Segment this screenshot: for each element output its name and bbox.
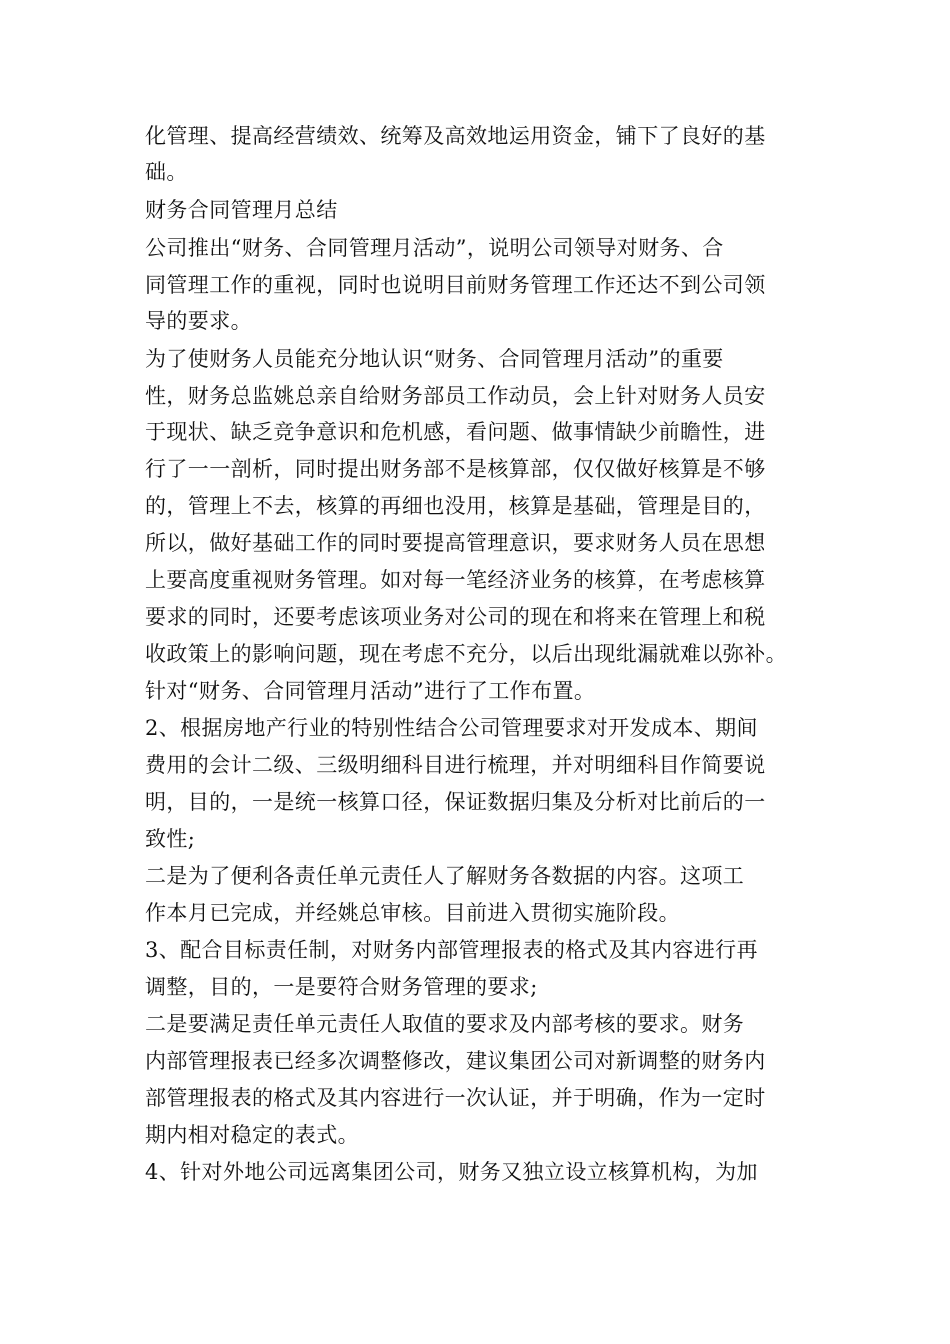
- text-line-17: 2、根据房地产行业的特别性结合公司管理要求对开发成本、期间: [145, 716, 758, 740]
- text-line-11: 的，管理上不去，核算的再细也没用，核算是基础，管理是目的，: [145, 494, 766, 518]
- text-line-2: 础。: [145, 160, 188, 184]
- text-line-8: 性，财务总监姚总亲自给财务部员工作动员，会上针对财务人员安: [145, 384, 766, 408]
- text-line-25: 二是要满足责任单元责任人取值的要求及内部考核的要求。财务: [145, 1012, 745, 1036]
- section-title: 财务合同管理月总结: [145, 198, 338, 222]
- text-line-20: 致性;: [145, 827, 196, 851]
- text-line-18: 费用的会计二级、三级明细科目进行梳理，并对明细科目作简要说: [145, 753, 766, 777]
- text-line-26: 内部管理报表已经多次调整修改，建议集团公司对新调整的财务内: [145, 1049, 766, 1073]
- text-line-7: 为了使财务人员能充分地认识“财务、合同管理月活动”的重要: [145, 347, 724, 371]
- text-line-21: 二是为了便利各责任单元责任人了解财务各数据的内容。这项工: [145, 864, 745, 888]
- text-line-24: 调整，目的，一是要符合财务管理的要求;: [145, 975, 538, 999]
- text-line-22: 作本月已完成，并经姚总审核。目前进入贯彻实施阶段。: [145, 901, 680, 925]
- text-line-6: 导的要求。: [145, 309, 252, 333]
- text-line-27: 部管理报表的格式及其内容进行一次认证，并于明确，作为一定时: [145, 1086, 766, 1110]
- text-line-9: 于现状、缺乏竞争意识和危机感，看问题、做事情缺少前瞻性，进: [145, 420, 766, 444]
- text-line-29: 4、针对外地公司远离集团公司，财务又独立设立核算机构，为加: [145, 1160, 758, 1184]
- text-line-15: 收政策上的影响问题，现在考虑不充分，以后出现纰漏就难以弥补。: [145, 642, 787, 666]
- text-line-12: 所以，做好基础工作的同时要提高管理意识，要求财务人员在思想: [145, 531, 766, 555]
- text-line-23: 3、配合目标责任制，对财务内部管理报表的格式及其内容进行再: [145, 938, 758, 962]
- text-line-14: 要求的同时，还要考虑该项业务对公司的现在和将来在管理上和税: [145, 605, 766, 629]
- text-line-19: 明，目的，一是统一核算口径，保证数据归集及分析对比前后的一: [145, 790, 766, 814]
- text-line-1: 化管理、提高经营绩效、统筹及高效地运用资金，铺下了良好的基: [145, 124, 766, 148]
- text-line-10: 行了一一剖析，同时提出财务部不是核算部，仅仅做好核算是不够: [145, 457, 766, 481]
- text-line-28: 期内相对稳定的表式。: [145, 1123, 359, 1147]
- text-line-13: 上要高度重视财务管理。如对每一笔经济业务的核算，在考虑核算: [145, 568, 766, 592]
- text-line-5: 同管理工作的重视，同时也说明目前财务管理工作还达不到公司领: [145, 273, 766, 297]
- text-line-4: 公司推出“财务、合同管理月活动”，说明公司领导对财务、合: [145, 236, 724, 260]
- text-line-16: 针对“财务、合同管理月活动”进行了工作布置。: [145, 679, 596, 703]
